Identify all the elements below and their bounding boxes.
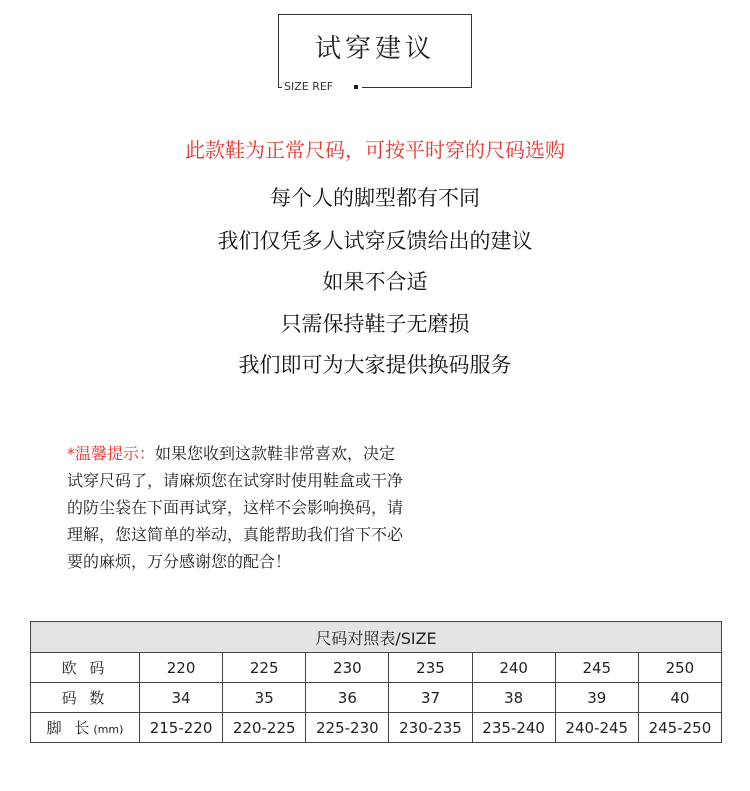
tip-line-5: 要的麻烦，万分感谢您的配合！ [67, 552, 292, 571]
table-cell: 220-225 [223, 713, 306, 743]
table-cell: 215-220 [140, 713, 223, 743]
advice-line-2: 我们仅凭多人试穿反馈给出的建议 [217, 229, 533, 253]
tip-label: *温馨提示： [67, 444, 156, 463]
table-row [31, 713, 722, 743]
advice-line-1: 每个人的脚型都有不同 [270, 186, 480, 210]
title-box-border-bottom-left [278, 87, 282, 88]
advice-line-4: 只需保持鞋子无磨损 [280, 312, 470, 336]
page-title: 试穿建议 [314, 34, 435, 64]
size-chart-table [30, 621, 722, 743]
table-cell: 235-240 [472, 713, 555, 743]
subtitle-dot-icon [354, 85, 358, 89]
table-cell: 245 [555, 653, 638, 683]
tip-line-4: 理解，您这简单的举动，真能帮助我们省下不必 [67, 525, 404, 544]
table-cell: 225 [223, 653, 306, 683]
table-header-row [31, 622, 722, 653]
table-cell: 37 [389, 683, 472, 713]
page-subtitle: SIZE REF [284, 80, 334, 93]
table-cell: 235 [389, 653, 472, 683]
table-cell: 225-230 [306, 713, 389, 743]
row-label-foot-length [31, 713, 140, 743]
tip-line-3: 的防尘袋在下面再试穿，这样不会影响换码，请 [67, 498, 404, 517]
row-label-text: 脚 长 [46, 719, 94, 737]
row-label-size [31, 683, 140, 713]
tip-text-1: 如果您收到这款鞋非常喜欢，决定 [155, 444, 396, 463]
table-cell: 240 [472, 653, 555, 683]
tip-line-1 [67, 440, 487, 467]
row-label-text: 码 数 [61, 689, 109, 707]
table-row [31, 653, 722, 683]
table-cell: 35 [223, 683, 306, 713]
table-row [31, 683, 722, 713]
table-cell: 39 [555, 683, 638, 713]
table-cell: 240-245 [555, 713, 638, 743]
table-cell: 40 [638, 683, 721, 713]
row-label-text: 欧 码 [61, 659, 109, 677]
table-cell: 250 [638, 653, 721, 683]
advice-line-5: 我们即可为大家提供换码服务 [238, 353, 512, 377]
table-cell: 245-250 [638, 713, 721, 743]
table-cell: 36 [306, 683, 389, 713]
row-label-eu [31, 653, 140, 683]
table-title: 尺码对照表/SIZE [31, 622, 722, 653]
row-label-unit: (mm) [93, 723, 124, 736]
table-cell: 230 [306, 653, 389, 683]
table-cell: 34 [140, 683, 223, 713]
tip-line-2: 试穿尺码了，请麻烦您在试穿时使用鞋盒或干净 [67, 471, 404, 490]
table-cell: 230-235 [389, 713, 472, 743]
tip-paragraph [67, 440, 487, 575]
advice-line-3: 如果不合适 [322, 270, 428, 294]
table-cell: 220 [140, 653, 223, 683]
size-notice: 此款鞋为正常尺码，可按平时穿的尺码选购 [185, 138, 565, 162]
table-cell: 38 [472, 683, 555, 713]
title-box [278, 14, 472, 93]
title-box-border-bottom-right [362, 87, 472, 88]
title-box-border-top [278, 14, 472, 15]
